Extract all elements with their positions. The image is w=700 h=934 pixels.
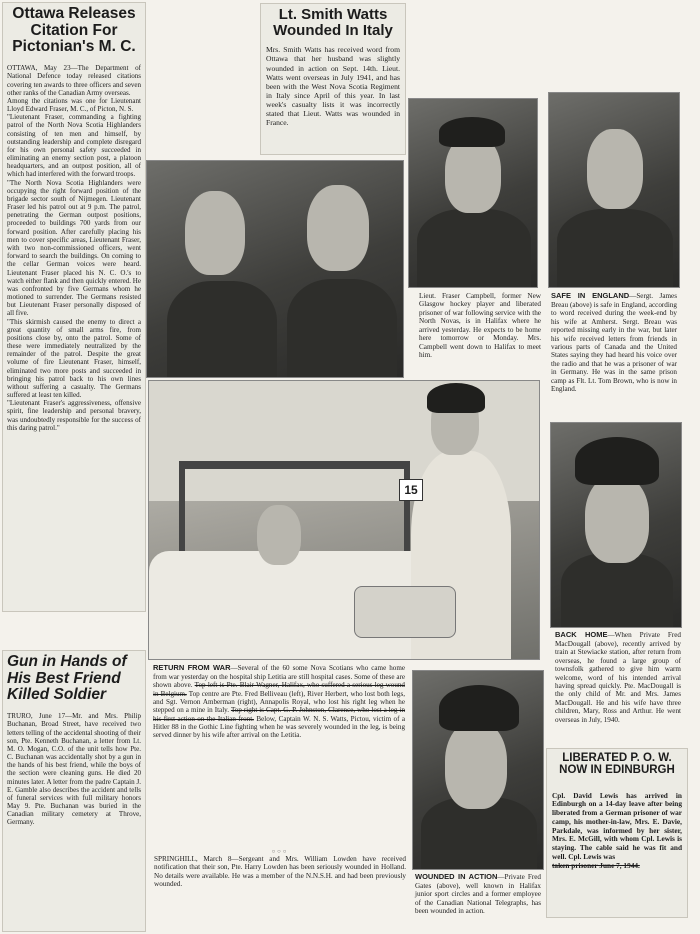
smith-watts-headline: Lt. Smith Watts Wounded In Italy xyxy=(273,6,393,40)
back-home-label: BACK HOME xyxy=(555,630,608,639)
safe-england-label: SAFE IN ENGLAND xyxy=(551,291,630,300)
return-war-caption xyxy=(153,664,405,740)
liberated-struck: taken prisoner June 7, 1944. xyxy=(552,860,640,870)
james-breau-photo xyxy=(548,92,680,288)
smith-watts-body: Mrs. Smith Watts has received word from Ottawa that her husband was slightly wounded in action on Sept. 14th. Lieut. Watts went overseas in July 1941, and has been with the West Nova Scotia Regiment in Italy since April of this year. In last week's casualty lists it was incorrectly stated that Lieut. Watts was wounded in France. xyxy=(266,45,400,128)
ottawa-headline: Ottawa Releases Citation For Pictonian's M. C. xyxy=(12,5,136,56)
return-war-struck-2: Top right is Capt. G. P. Johnston, Clarence, who lost a leg in his first action on the Italian front. xyxy=(153,706,406,723)
return-war-text: —Several of the 60 some Nova Scotians who came home from war yesterday on the hospital ship Letitia are still hospital cases. Some of these are shown above. xyxy=(153,664,405,690)
campbell-caption: Lieut. Fraser Campbell, former New Glasgow hockey player and liberated prisoner of war following service with the North Novas, is in Halifax where he arrived yesterday. He expects to be home here tomorrow or Monday. Mrs. Campbell went down to Halifax to meet him. xyxy=(419,292,541,360)
safe-england-caption-box xyxy=(548,290,680,415)
back-home-text: —When Private Fred MacDougall (above), recently arrived by train at Stewiacke station, after return from overseas, he found a large group of townsfolk gathered to give him warm welcome, word of his intended arrival having spread quickly. Pte. MacDougall is the only child of Mr. and Mrs. James MacDougall. He and his wife have three children, Mary, Ross and Arthur. He went overseas in July, 1940. xyxy=(555,631,682,724)
safe-england-caption xyxy=(551,292,677,394)
back-home-caption xyxy=(555,631,681,724)
gun-headline: Gun in Hands of His Best Friend Killed Soldier xyxy=(7,653,127,704)
springhill-separator: ○○○ xyxy=(271,849,289,855)
liberated-body xyxy=(552,783,682,871)
liberated-text: Cpl. David Lewis has arrived in Edinburgh on a 14-day leave after being liberated from a German prisoner of war camp, his mother-in-law, Mrs. E. Davie, Parkdale, was informed by her sister, Mrs. E. McGill, with whom Cpl. Lewis is staying. The cable said he was fit and well. Cpl. Lewis was xyxy=(552,790,682,861)
bed-number-card: 15 xyxy=(399,479,423,501)
return-war-caption-box xyxy=(150,663,408,843)
ottawa-body: OTTAWA, May 23—The Department of National Defence today released citations covering ten awards to three officers and seven other ranks of the Canadian Army overseas. Among the citations was one for Lieutenant Lloyd Edward Fraser, M. C., of Picton, N. S. "Lieutenant Fraser, commanding a fighting patrol of the North Nova Scotia Highlanders consisting of ten men and himself, by outstanding leadership and complete disregard for his own personal safety succeeded in eliminating an enemy section post, a platoon headquarters, and an outpost position, all of which had interfered with the forward troops. "The North Nova Scotia Highlanders were occupying the right forward position of the brigade sector south of Nijmegen. Lieutenant Fraser led his patrol out at 9 p.m. The patrol, penetrating the German outpost positions, proceeded to buildings 700 yards from our forward position. After carefully placing his men to cover specific areas, Lieutenant Fraser, with two non-commissioned officers, went forward to search the buildings. On coming to the cellar German voices were heard. Lieutenant Fraser placed his N. C. O.'s to watch either flank and then quickly entered. He was confronted by five Germans whom he motioned to surrender. The Germans resisted but Lieutenant Fraser personally disposed of all five. "This skirmish caused the enemy to direct a great quantity of small arms fire, from positions close by, onto the patrol. Some of these were immediately neutralized by the remainder of the patrol. Despite the great volume of fire Lieutenant Fraser, himself, eliminated two more posts and succeeded in bringing his patrol back to his own lines without suffering a casualty. The Germans suffered at least ten killed. "Lieutenant Fraser's aggressiveness, offensive spirit, fine leadership and personal bravery, was undoubtedly responsible for the success of this daring patrol." xyxy=(7,64,141,432)
springhill-text: SPRINGHILL, March 8—Sergeant and Mrs. William Lowden have received notification that their son, Pte. Harry Lowden has been seriously wounded in Holland. No details were available. He was a member of the N.N.S.H. and had been previously wounded. xyxy=(154,855,406,889)
smith-watts-article xyxy=(260,3,406,155)
fred-gates-photo xyxy=(412,670,544,870)
wounded-caption-box xyxy=(412,872,544,932)
campbell-caption-box xyxy=(416,290,544,370)
return-war-end: Below, Captain W. N. S. Watts, Pictou, victim of a Hitler 88 in the Gothic Line fighting when he was severely wounded in the leg, is being served dinner by his wife after arrival on the Letitia. xyxy=(153,714,405,740)
safe-england-text: —Sergt. James Breau (above) is safe in England, according to word received during the week-end by his wife at Amherst. Sergt. Breau was reported missing early in the war, but later his wife received letters from friends in various parts of Canada and the United States saying they had heard his voice over the radio and that he was a prisoner of war in Germany. He was in the same prison camp as Flt. Lt. Tom Brown, who is now in England. xyxy=(551,292,677,394)
fraser-campbell-photo xyxy=(408,98,538,288)
back-home-caption-box xyxy=(552,630,684,746)
liberated-article xyxy=(546,748,688,918)
gun-article xyxy=(2,650,146,932)
fred-macdougall-photo xyxy=(550,422,682,628)
return-war-struck-1: Top left is Pte. Blair Wagner, Halifax, who suffered a serious leg wound in Belgium. xyxy=(153,681,405,698)
wounded-label: WOUNDED IN ACTION xyxy=(415,872,498,881)
return-war-mid: Top centre are Pte. Fred Belliveau (left), River Herbert, who lost both legs, and Sgt. Vernon Amberman (right), Annapolis Royal, who lost his right leg when he stepped on a mine in Italy. xyxy=(153,689,406,715)
wounded-caption xyxy=(415,873,541,916)
ottawa-article xyxy=(2,2,146,612)
return-war-label: RETURN FROM WAR xyxy=(153,663,231,672)
springhill-item xyxy=(150,848,410,932)
gun-body: TRURO, June 17—Mr. and Mrs. Philip Buchanan, Broad Street, have received two letters telling of the accidental shooting of their son, Pte. Kenneth Buchanan, a letter from Lt. M. O. Mogan, C.O. of the unit tells how Pte. C. Buchanan was accidentally shot by a gun in the hands of his best friend, while the boys of the section were cleaning guns. He died 20 minutes later. A letter from the padre Captain J. E. Gamble also describes the accident and tells of funeral services with full military honors May 9. Pte. Buchanan was buried in the Canadian military cemetery at Throve, Germany. xyxy=(7,712,141,827)
hospital-ship-photo xyxy=(148,380,540,660)
wounded-text: —Private Fred Gates (above), well known in Halifax junior sport circles and a former employee of the Canadian National Telegraphs, has been wounded in action. xyxy=(415,873,541,916)
two-soldiers-photo xyxy=(146,160,404,378)
liberated-headline: LIBERATED P. O. W. NOW IN EDINBURGH xyxy=(559,752,675,777)
